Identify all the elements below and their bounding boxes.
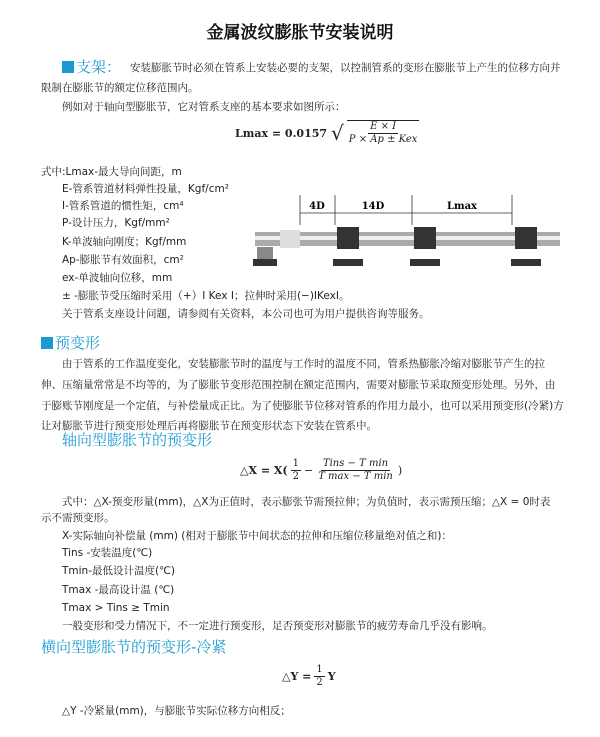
square-bullet-icon	[62, 61, 74, 73]
definition-line: P-设计压力，Kgf/mm²	[62, 217, 170, 229]
formula-rhs: )	[397, 464, 403, 477]
paragraph-line: △Y -冷紧量(mm)，与膨胀节实际位移方向相反；	[62, 705, 291, 717]
formula-minus: −	[303, 464, 314, 477]
delta-y-formula	[282, 664, 336, 689]
paragraph-line: 安装膨胀节时必须在管系上安装必要的支架，以控制管系的变形在膨胀节上产生的位移方向并	[130, 62, 561, 74]
lmax-formula	[235, 120, 422, 146]
heading-text: 支架：	[76, 58, 122, 76]
page-title: 金属波纹膨胀节安装说明	[206, 23, 394, 43]
paragraph-line: 伸、压缩量常常是不均等的，为了膨胀节变形范围控制在额定范围内，需要对膨胀节采取预变形处理。另外，由	[41, 379, 556, 391]
formula-lhs: △X = X(	[240, 464, 288, 477]
paragraph-line: Tmax > Tins ≥ Tmin	[62, 602, 170, 614]
formula-numerator: Tins − T min	[322, 458, 389, 469]
square-bullet-icon	[41, 337, 53, 349]
dim-label-4d: 4D	[309, 201, 325, 212]
paragraph-line: 一般变形和受力情况下，不一定进行预变形，足否预变形对膨胀节的疲劳寿命几乎没有影响。	[62, 620, 493, 632]
pipe-support-diagram	[245, 195, 565, 285]
formula-denominator: P × Ap ± Kex	[348, 134, 418, 145]
paragraph-line: Tmin-最低设计温度(℃)	[62, 565, 175, 577]
paragraph-line: 式中：△X-预变形量(mm)，△X为正值时，表示膨张节需预拉伸；为负值时，表示需预压缩；△X = 0时表	[62, 496, 551, 508]
paragraph-line: 限制在膨胀节的额定位移范围内。	[41, 82, 199, 94]
lateral-heading: 横向型膨胀节的预变形-冷紧	[41, 638, 227, 656]
formula-rhs: Y	[327, 670, 336, 683]
definition-line: E-管系管道材料弹性投量，Kgf/cm²	[62, 183, 229, 195]
paragraph-line: 示不需预变形。	[41, 512, 115, 524]
paragraph-line: 例如对于轴向型膨胀节，它对管系支座的基本要求如图所示：	[62, 101, 346, 113]
dim-label-14d: 14D	[361, 201, 385, 212]
axial-heading: 轴向型膨胀节的预变形	[62, 431, 213, 449]
delta-x-formula	[240, 458, 402, 483]
definition-line: ex-单波轴向位移，mm	[62, 272, 173, 284]
formula-numerator: 1	[316, 664, 323, 675]
formula-numerator: 1	[292, 458, 299, 469]
formula-denominator: T max − T min	[318, 471, 393, 482]
formula-denominator: 2	[292, 471, 299, 482]
definition-line: ± -膨胀节受压缩时采用（+）I Kex I；拉伸时采用(−)IKexI。	[62, 290, 350, 302]
paragraph-line: Tmax -最高设计温 (℃)	[62, 584, 175, 596]
support-heading	[62, 57, 121, 77]
dim-label-lmax: Lmax	[446, 201, 478, 212]
formula-lhs: △Y =	[282, 670, 312, 683]
paragraph-line: X-实际轴向补偿量 (mm) (相对于膨胀节中间状态的拉伸和压缩位移量绝对值之和)：	[62, 530, 452, 542]
definition-line: 关于管系支座设计问题，请参阅有关资料，本公司也可为用户提供咨询等服务。	[62, 308, 430, 320]
formula-numerator: E × I	[370, 121, 397, 132]
formula-denominator: 2	[316, 677, 323, 688]
heading-text: 预变形	[55, 334, 101, 352]
definition-line: 式中:Lmax-最大导向间距，m	[41, 166, 182, 178]
predeform-heading	[41, 333, 100, 353]
paragraph-line: 由于管系的工作温度变化，安装膨胀节时的温度与工作时的温度不同，管系热膨胀冷缩对膨胀节产生的拉	[62, 358, 545, 370]
paragraph-line: Tins -安装温度(℃)	[62, 547, 153, 559]
bellows	[280, 230, 300, 248]
formula-lhs: Lmax = 0.0157	[235, 126, 328, 140]
paragraph-line: 让对膨胀节进行预变形处理后再将膨胀节在预变形状态下安装在管系中。	[41, 420, 377, 432]
definition-line: K-单波轴向刚度；Kgf/mm	[62, 236, 187, 248]
paragraph-line: 于膨账节刚度是一个定值，与补偿量成正比。为了使膨胀节位移对管系的作用力最小，也可以采用预变形(冷紧)方	[41, 400, 564, 412]
definition-line: Ap-膨胀节有效面积，cm²	[62, 254, 184, 266]
sqrt-icon: √	[331, 121, 344, 145]
definition-line: I-管系管道的惯性矩，cm⁴	[62, 200, 184, 212]
